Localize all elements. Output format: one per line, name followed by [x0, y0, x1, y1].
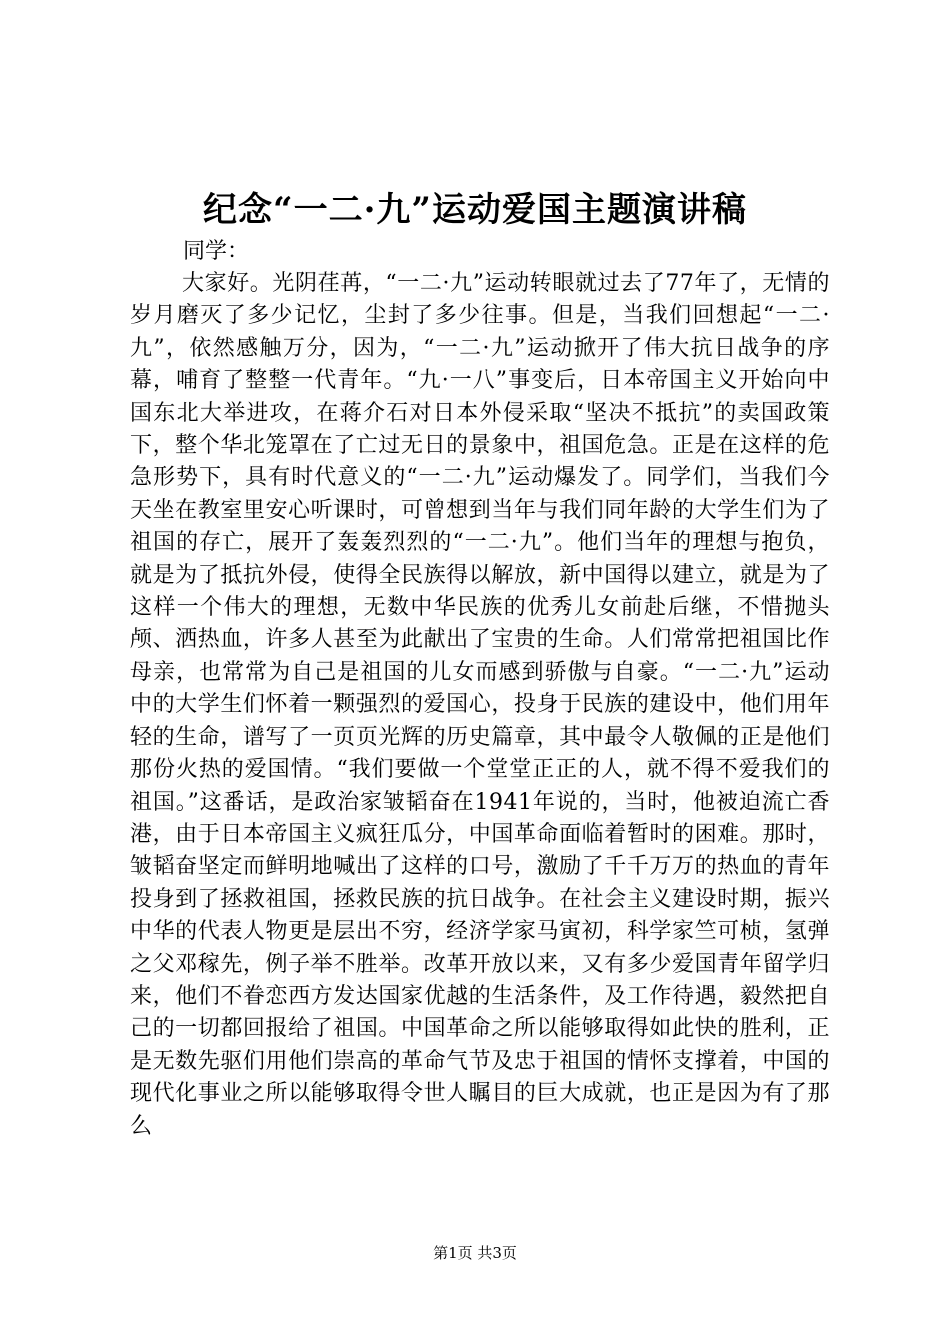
body-paragraph: 大家好。光阴荏苒，“一二·九”运动转眼就过去了77年了，无情的岁月磨灭了多少记忆，尘封了多少往事。但是，当我们回想起“一二·九”，依然感触万分，因为，“一二·九”运动掀开了伟大抗日战争的序幕，哺育了整整一代青年。“九·一八”事变后，日本帝国主义开始向中国东北大举进攻，在蒋介石对日本外侵采取“坚决不抵抗”的卖国政策下，整个华北笼罩在了亡过无日的景象中，祖国危急。正是在这样的危急形势下，具有时代意义的“一二·九”运动爆发了。同学们，当我们今天坐在教室里安心听课时，可曾想到当年与我们同年龄的大学生们为了祖国的存亡，展开了轰轰烈烈的“一二·九”。他们当年的理想与抱负，就是为了抵抗外侵，使得全民族得以解放，新中国得以建立，就是为了这样一个伟大的理想，无数中华民族的优秀儿女前赴后继，不惜抛头颅、洒热血，许多人甚至为此献出了宝贵的生命。人们常常把祖国比作母亲，也常常为自己是祖国的儿女而感到骄傲与自豪。“一二·九”运动中的大学生们怀着一颗强烈的爱国心，投身于民族的建设中，他们用年轻的生命，谱写了一页页光辉的历史篇章，其中最令人敬佩的正是他们那份火热的爱国情。“我们要做一个堂堂正正的人，就不得不爱我们的祖国。”这番话，是政治家皱韬奋在1941年说的，当时，他被迫流亡香港，由于日本帝国主义疯狂瓜分，中国革命面临着暂时的困难。那时，皱韬奋坚定而鲜明地喊出了这样的口号，激励了千千万万的热血的青年投身到了拯救祖国，拯救民族的抗日战争。在社会主义建设时期，振兴中华的代表人物更是层出不穷，经济学家马寅初，科学家竺可桢，氢弹之父邓稼先，例子举不胜举。改革开放以来，又有多少爱国青年留学归来，他们不眷恋西方发达国家优越的生活条件，及工作待遇，毅然把自己的一切都回报给了祖国。中国革命之所以能够取得如此快的胜利，正是无数先驱们用他们崇高的革命气节及忠于祖国的情怀支撑着，中国的现代化事业之所以能够取得令世人瞩目的巨大成就，也正是因为有了那么 [130, 271, 830, 1139]
salutation: 同学： [183, 239, 250, 264]
document-title: 纪念“一二·九”运动爱国主题演讲稿 [203, 190, 747, 230]
page-footer: 第1页 共3页 [433, 1244, 517, 1262]
